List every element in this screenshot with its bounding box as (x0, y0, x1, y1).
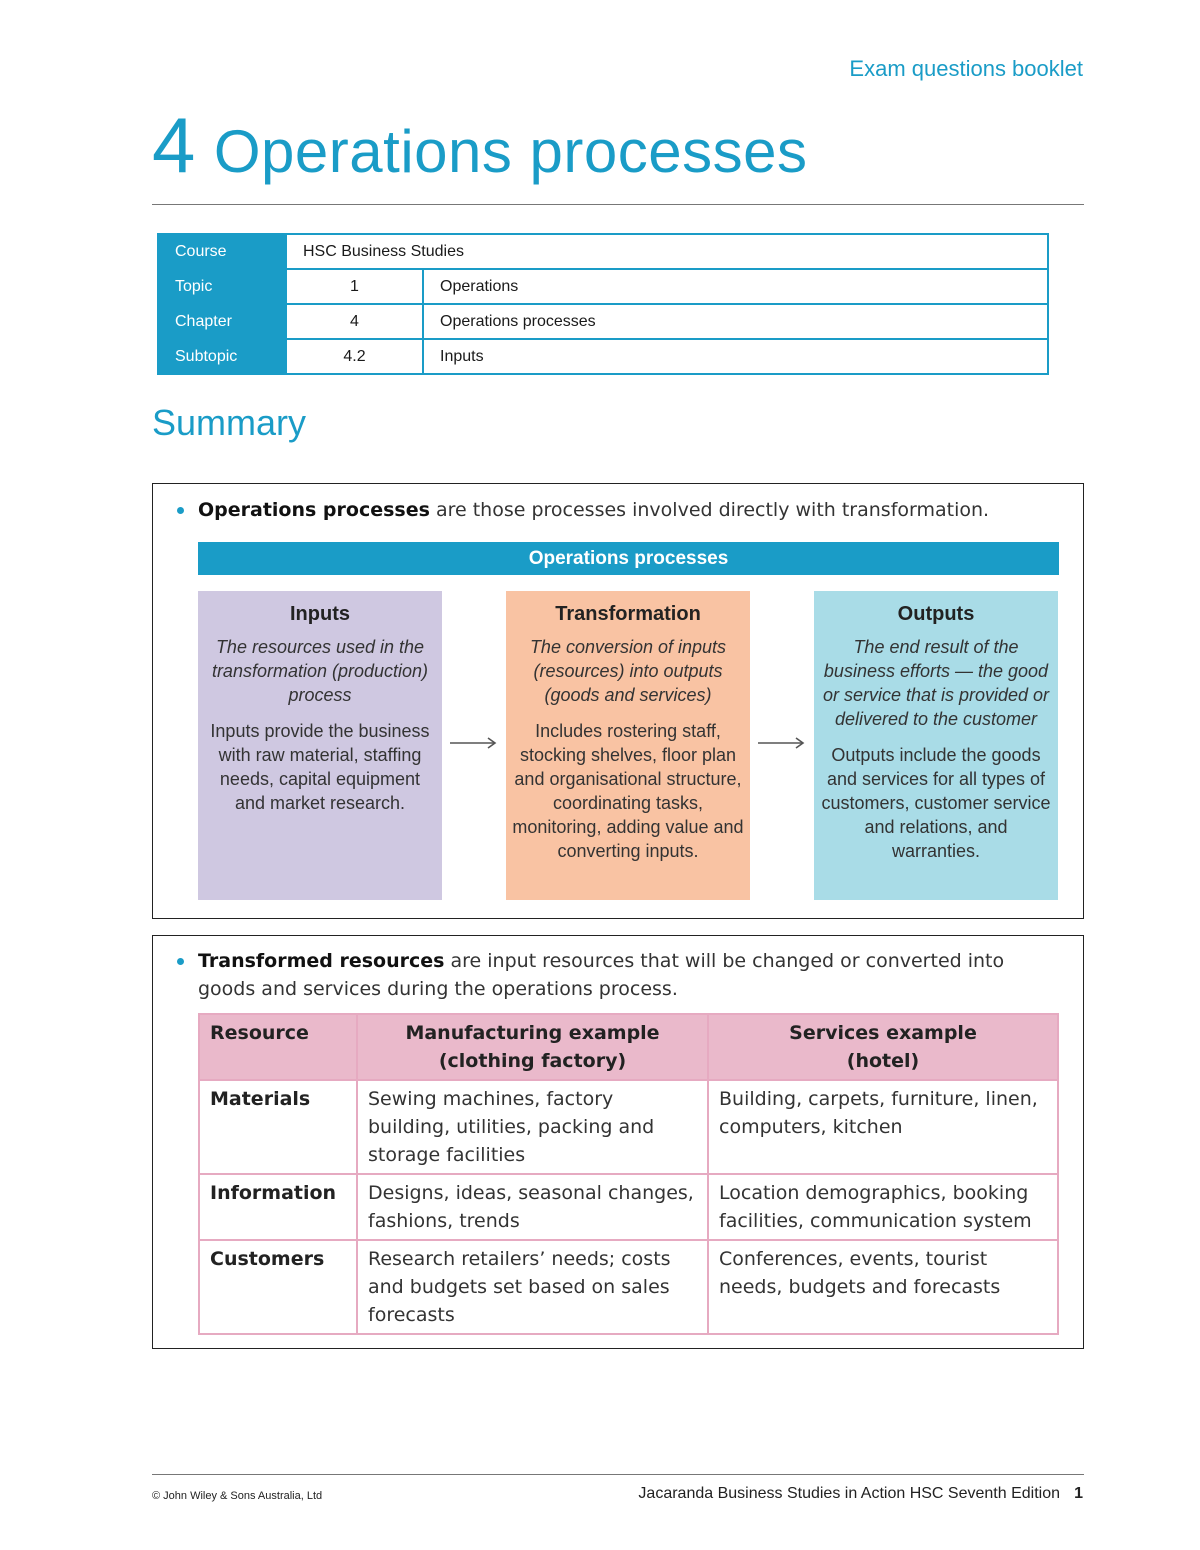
footer-divider (152, 1474, 1084, 1475)
topic-row (158, 269, 1048, 304)
chapter-title-text: Operations processes (213, 118, 808, 185)
resource-name: Materials (199, 1080, 357, 1174)
header-manufacturing (357, 1014, 708, 1080)
header-manufacturing-line2: (clothing factory) (438, 1050, 627, 1072)
services-example: Location demographics, booking facilities, communication system (708, 1174, 1058, 1240)
transformation-title: Transformation (555, 603, 701, 625)
chapter-name: Operations processes (423, 304, 1048, 339)
subtopic-label: Subtopic (158, 339, 286, 374)
booklet-label: Exam questions booklet (849, 56, 1083, 81)
summary-heading: Summary (152, 402, 307, 443)
inputs-box (198, 591, 442, 900)
header-manufacturing-line1: Manufacturing example (405, 1022, 660, 1044)
page-number: 1 (1074, 1485, 1083, 1502)
chapter-number-cell: 4 (286, 304, 423, 339)
chapter-info-table (157, 233, 1049, 375)
inputs-title: Inputs (290, 603, 350, 625)
topic-number: 1 (286, 269, 423, 304)
transformation-box (506, 591, 750, 900)
subtopic-number: 4.2 (286, 339, 423, 374)
bullet-text (177, 496, 1063, 524)
bullet-term: Operations processes (198, 499, 430, 521)
outputs-description: Outputs include the goods and services for all types of customers, customer service and relations, and warranties. (821, 745, 1051, 861)
resource-name: Information (199, 1174, 357, 1240)
topic-name: Operations (423, 269, 1048, 304)
process-banner: Operations processes (198, 542, 1059, 575)
resource-table-header (199, 1014, 1058, 1080)
transformation-definition: The conversion of inputs (resources) into outputs (goods and services) (529, 637, 727, 705)
manufacturing-example: Sewing machines, factory building, utilities, packing and storage facilities (357, 1080, 708, 1174)
table-row (199, 1240, 1058, 1334)
title-divider (152, 204, 1084, 205)
outputs-definition: The end result of the business efforts — the good or service that is provided or delivered to the customer (822, 637, 1050, 729)
table-row (199, 1174, 1058, 1240)
bullet-transformed-resources (177, 947, 1063, 1003)
course-row (158, 234, 1048, 269)
resource-table (198, 1013, 1059, 1335)
manufacturing-example: Designs, ideas, seasonal changes, fashions, trends (357, 1174, 708, 1240)
bullet-operations-processes (177, 496, 1063, 524)
header-services-line2: (hotel) (846, 1050, 920, 1072)
course-label: Course (158, 234, 286, 269)
operations-processes-box (152, 483, 1084, 919)
services-example: Building, carpets, furniture, linen, computers, kitchen (708, 1080, 1058, 1174)
transformed-resources-box (152, 935, 1084, 1349)
copyright: © John Wiley & Sons Australia, Ltd (152, 1490, 323, 1502)
inputs-definition: The resources used in the transformation (production) process (211, 637, 429, 705)
bullet-text (177, 947, 1063, 1003)
subtopic-row (158, 339, 1048, 374)
footer-book-title: Jacaranda Business Studies in Action HSC Seventh Edition (638, 1485, 1060, 1502)
outputs-title: Outputs (897, 603, 975, 625)
services-example: Conferences, events, tourist needs, budgets and forecasts (708, 1240, 1058, 1334)
bullet-dot (177, 958, 184, 965)
bullet-definition: are input resources that will be changed or converted into goods and services during the operations process. (198, 950, 1005, 1000)
bullet-term: Transformed resources (198, 950, 445, 972)
chapter-title (152, 100, 808, 191)
transformation-description: Includes rostering staff, stocking shelves, floor plan and organisational structure, coordinating tasks, monitoring, adding value and converting inputs. (512, 721, 744, 861)
header-resource: Resource (199, 1014, 357, 1080)
arrow-right-icon (758, 737, 806, 749)
bullet-definition: are those processes involved directly with transformation. (429, 499, 990, 521)
bullet-dot (177, 507, 184, 514)
resource-name: Customers (199, 1240, 357, 1334)
course-value: HSC Business Studies (286, 234, 1048, 269)
chapter-label: Chapter (158, 304, 286, 339)
chapter-number: 4 (152, 101, 196, 189)
arrow-right-icon (450, 737, 498, 749)
inputs-description: Inputs provide the business with raw material, staffing needs, capital equipment and market research. (210, 721, 430, 813)
chapter-row (158, 304, 1048, 339)
manufacturing-example: Research retailers’ needs; costs and budgets set based on sales forecasts (357, 1240, 708, 1334)
header-services-line1: Services example (789, 1022, 977, 1044)
topic-label: Topic (158, 269, 286, 304)
outputs-box (814, 591, 1058, 900)
table-row (199, 1080, 1058, 1174)
header-services (708, 1014, 1058, 1080)
subtopic-name: Inputs (423, 339, 1048, 374)
